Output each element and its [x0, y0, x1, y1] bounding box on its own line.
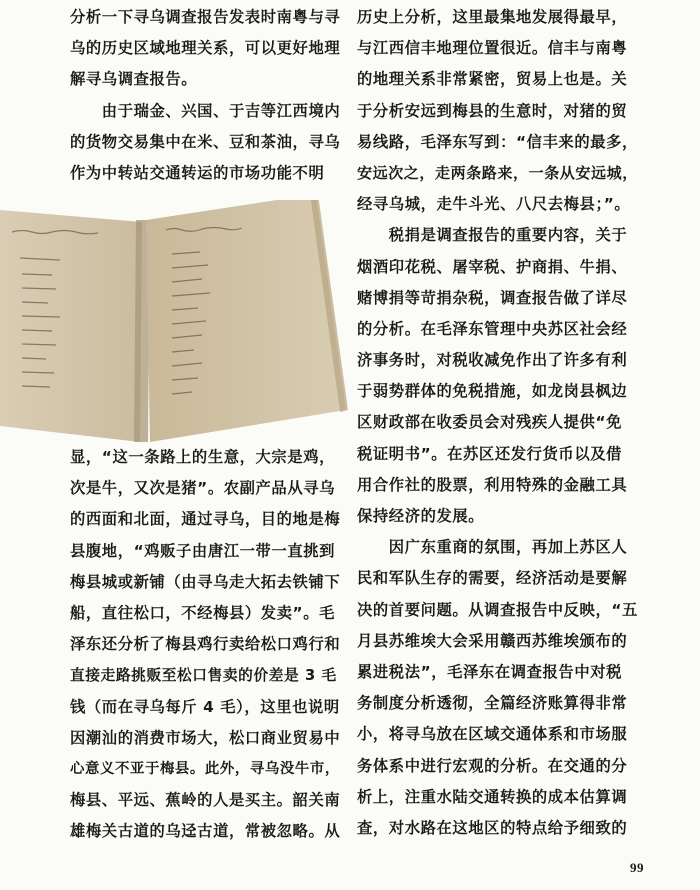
text-line: 用合作社的股票，利用特殊的金融工具	[357, 475, 628, 494]
text-line: 历史上分析，这里最集地发展得最早，	[357, 8, 628, 26]
text-line: 赌博捐等苛捐杂税，调查报告做了详尽	[357, 288, 628, 307]
text-line: 泽东还分析了梅县鸡行卖给松口鸡行和	[70, 635, 340, 654]
text-line: 安远次之，走两条路来，一条从安远城，	[357, 163, 638, 182]
text-line: 显，“这一条路上的生意，大宗是鸡，	[70, 448, 336, 466]
text-line: 乌的历史区域地理关系，可以更好地理	[70, 39, 340, 58]
booklet-illustration	[0, 200, 348, 445]
text-line: 易线路，毛泽东写到：“信丰来的最多，	[357, 132, 638, 151]
text-line: 由于瑞金、兴国、于吉等江西境内	[70, 101, 340, 120]
right-column	[357, 2, 642, 844]
text-line: 于分析安远到梅县的生意时，对猪的贸	[357, 101, 628, 120]
text-line: 的分析。在毛泽东管理中央苏区社会经	[357, 319, 628, 338]
text-line: 船，直往松口，不经梅县）发卖”。毛	[70, 603, 336, 622]
text-line: 累进税法”，毛泽东在调查报告中对税	[357, 662, 623, 681]
text-line: 雄梅关古道的乌迳古道，常被忽略。从	[70, 822, 340, 841]
text-line: 保持经济的发展。	[357, 507, 485, 525]
text-line: 税证明书”。在苏区还发行货币以及借	[357, 444, 623, 463]
text-line: 钱（而在寻乌每斤 4 毛），这里也说明	[70, 697, 340, 716]
text-line: 济事务时，对税收减免作出了许多有利	[357, 351, 628, 370]
text-line: 因潮汕的消费市场大，松口商业贸易中	[70, 728, 340, 747]
text-line: 月县苏维埃大会采用赣西苏维埃颁布的	[357, 631, 628, 650]
text-line: 的地理关系非常紧密，贸易上也是。关	[357, 70, 628, 89]
text-line: 析上，注重水陆交通转换的成本估算调	[357, 787, 628, 806]
text-line: 作为中转站交通转运的市场功能不明	[70, 163, 325, 182]
text-line: 直接走路挑贩至松口售卖的价差是 3 毛	[70, 667, 337, 685]
text-line: 解寻乌调查报告。	[70, 70, 198, 89]
page-number: 99	[630, 860, 644, 875]
left-column-top	[70, 2, 340, 189]
text-line: 务体系中进行宏观的分析。在交通的分	[357, 756, 628, 775]
text-line: 的西面和北面，通过寻乌，目的地是梅	[70, 510, 340, 529]
text-line: 分析一下寻乌调查报告发表时南粤与寻	[70, 8, 340, 26]
text-line: 务制度分析透彻，全篇经济账算得非常	[357, 694, 628, 713]
text-line: 的货物交易集中在米、豆和茶油，寻乌	[70, 132, 340, 151]
text-line: 心意义不亚于梅县。此外，寻乌没牛市，	[70, 760, 340, 777]
text-line: 小，将寻乌放在区域交通体系和市场服	[357, 725, 628, 744]
text-line: 决的首要问题。从调查报告中反映，“五	[357, 600, 638, 619]
text-line: 于弱势群体的免税措施，如龙岗县枫边	[357, 382, 628, 401]
text-line: 因广东重商的氛围，再加上苏区人	[357, 538, 628, 557]
text-line: 与江西信丰地理位置很近。信丰与南粤	[357, 39, 628, 58]
text-line: 烟酒印花税、屠宰税、护商捐、牛捐、	[357, 257, 628, 276]
text-line: 区财政部在收委员会对残疾人提供“免	[357, 413, 623, 432]
text-line: 税捐是调查报告的重要内容，关于	[357, 226, 628, 245]
text-line: 梅县城或新铺（由寻乌走大拓去铁铺下	[70, 572, 340, 591]
left-column-bottom	[70, 442, 340, 847]
text-line: 梅县、平远、蕉岭的人是买主。韶关南	[70, 791, 340, 810]
text-line: 次是牛，又次是猪”。农副产品从寻乌	[70, 479, 336, 498]
text-line: 经寻乌城，走牛斗光、八尺去梅县；”。	[357, 195, 631, 214]
text-line: 县腹地，“鸡贩子由唐江一带一直挑到	[70, 541, 336, 560]
photo-archival-booklet	[0, 200, 348, 445]
text-line: 查，对水路在这地区的特点给予细致的	[357, 818, 628, 837]
text-line: 民和军队生存的需要，经济活动是要解	[357, 569, 628, 588]
